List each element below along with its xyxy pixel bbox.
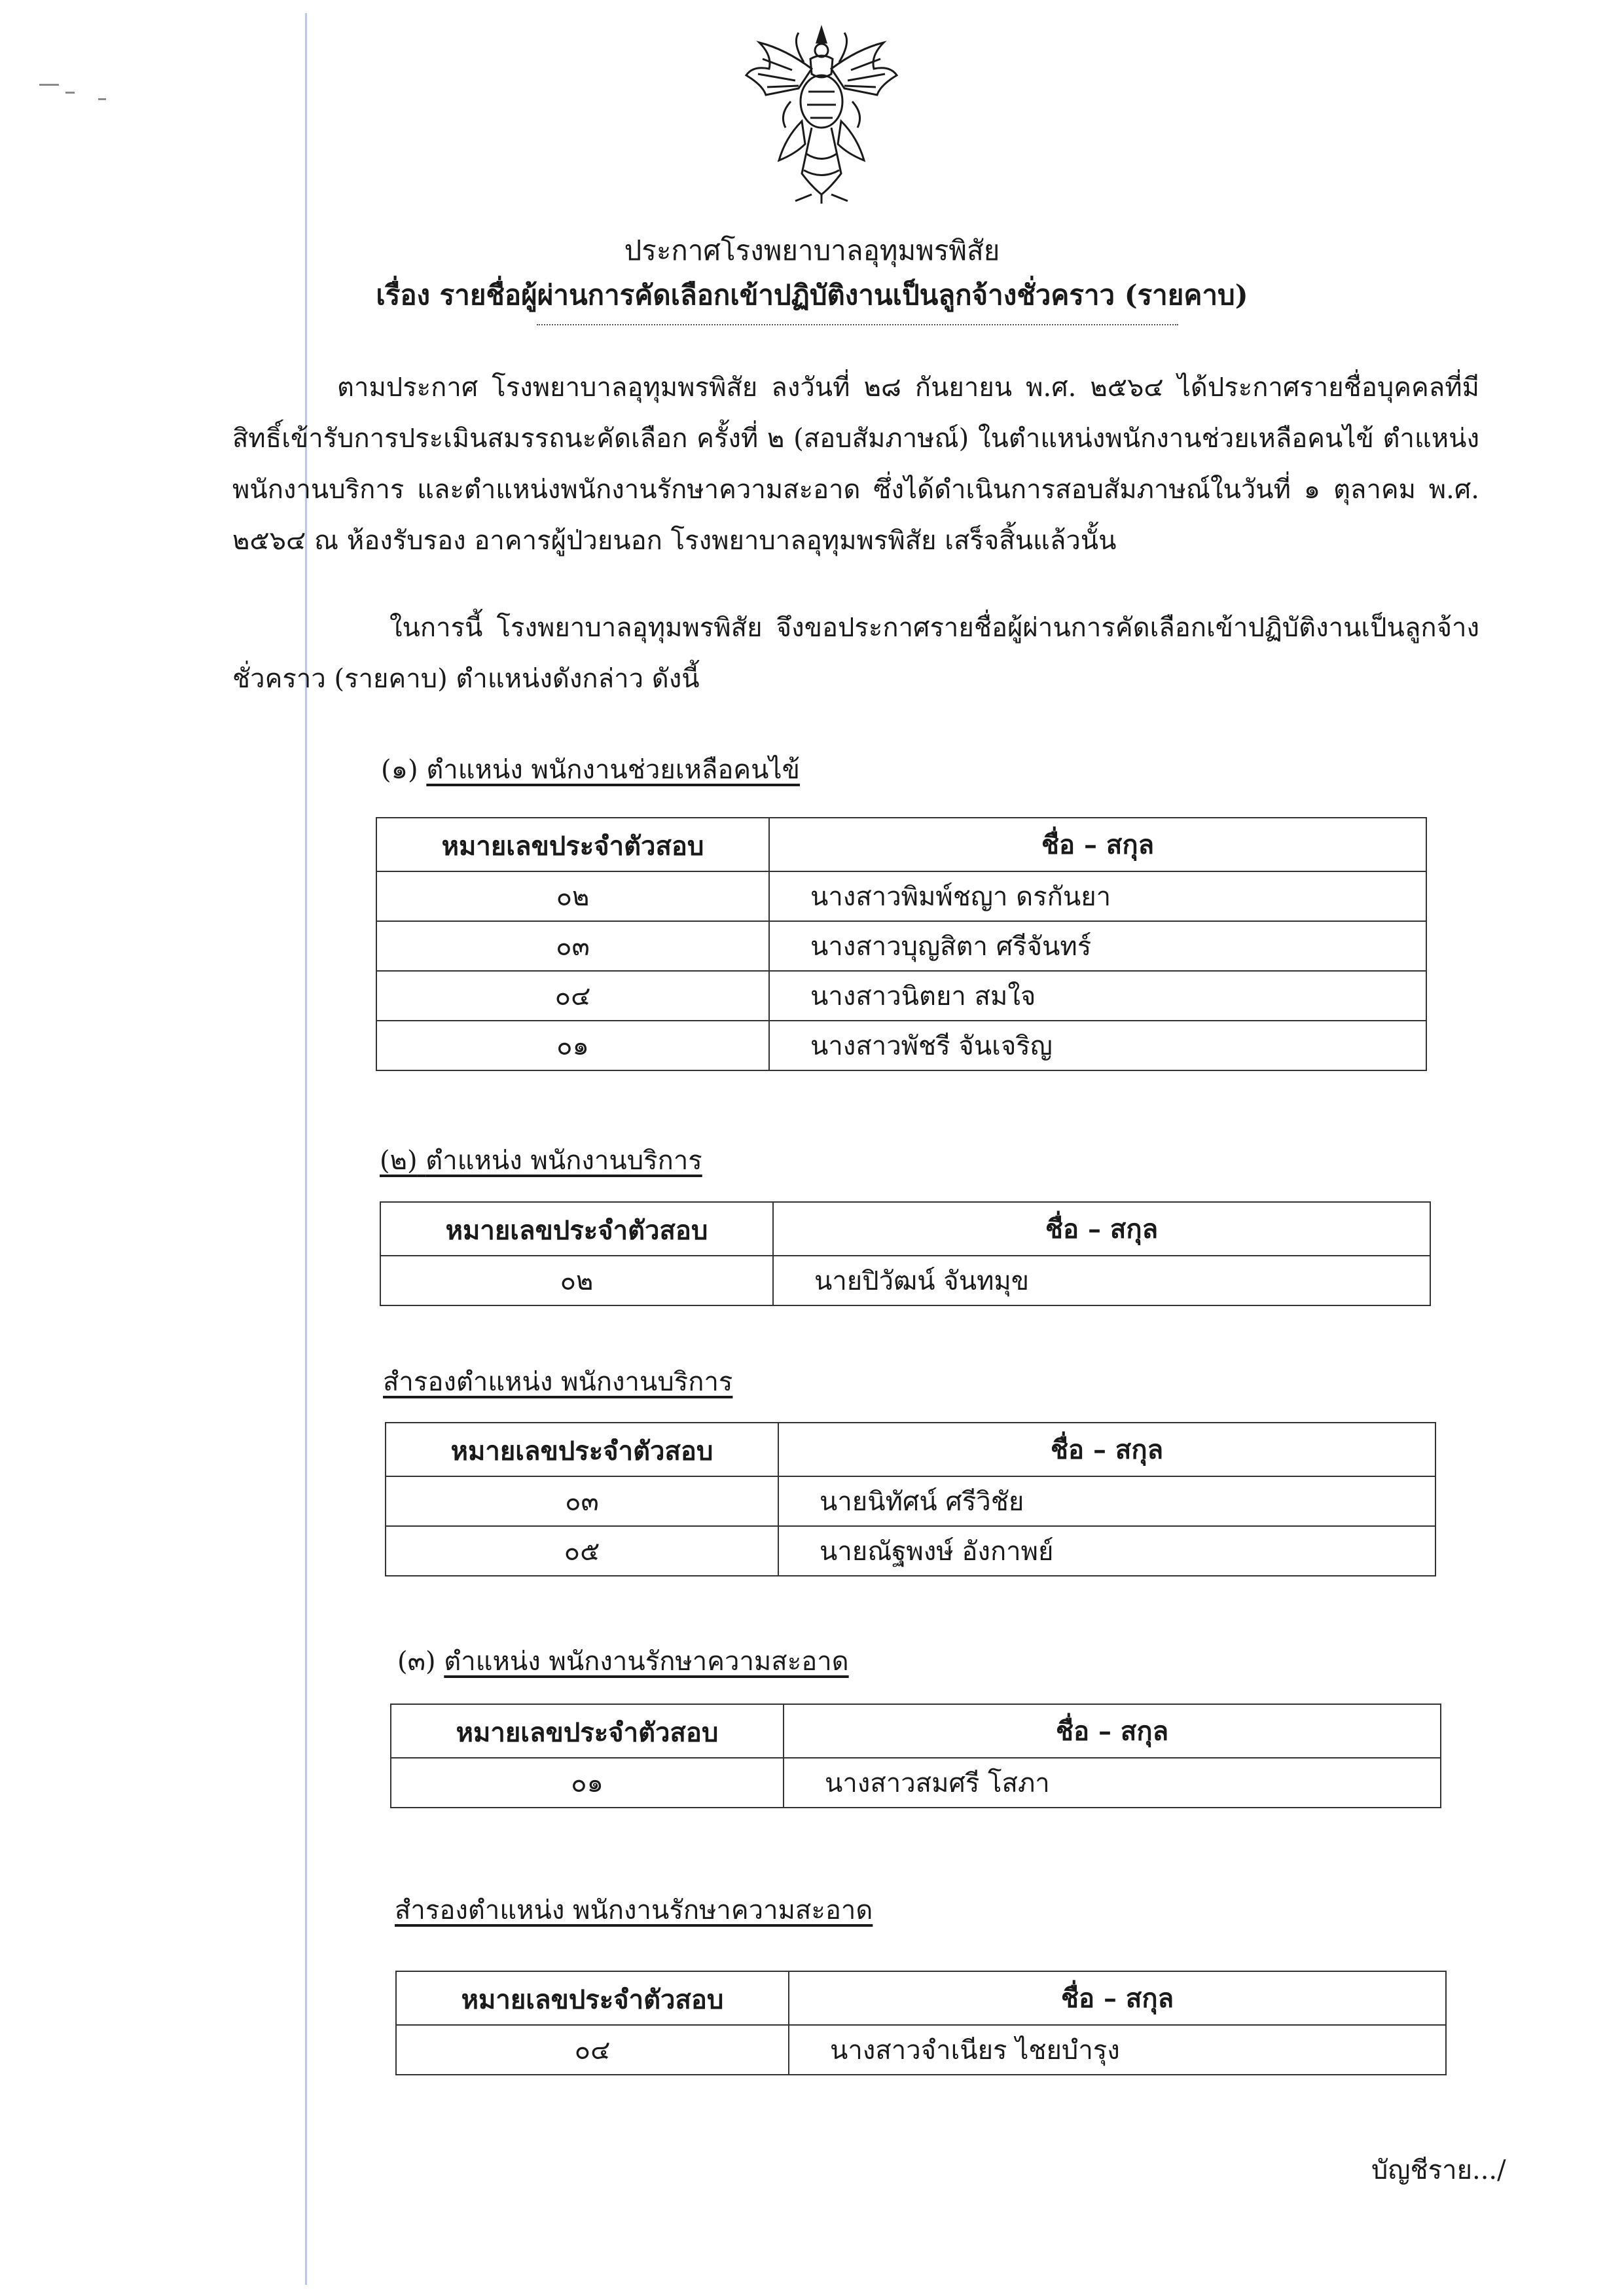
title-divider xyxy=(537,324,1178,325)
exam-id-cell: ๐๔ xyxy=(396,2025,789,2075)
candidate-table xyxy=(385,1422,1436,1576)
name-header: ชื่อ – สกุล xyxy=(784,1704,1441,1758)
table-row xyxy=(386,1526,1435,1576)
exam-id-header: หมายเลขประจำตัวสอบ xyxy=(391,1704,784,1758)
continuation-note: บัญชีราย.../ xyxy=(1371,2155,1506,2185)
section-title: ตำแหน่ง พนักงานช่วยเหลือคนไข้ xyxy=(426,755,800,785)
body-paragraph-1: ตามประกาศ โรงพยาบาลอุทุมพรพิสัย ลงวันที่ ๒๘ กันยายน พ.ศ. ๒๕๖๔ ได้ประกาศรายชื่อบุคคลที่มีสิทธิ์เข้ารับการประเมินสมรรถนะคัดเลือก ครั้งที่ ๒ (สอบสัมภาษณ์) ในตำแหน่งพนักงานช่วยเหลือคนไข้ ตำแหน่งพนักงานบริการ และตำแหน่งพนักงานรักษาความสะอาด ซึ่งได้ดำเนินการสอบสัมภาษณ์ในวันที่ ๑ ตุลาคม พ.ศ. ๒๕๖๔ ณ ห้องรับรอง อาคารผู้ป่วยนอก โรงพยาบาลอุทุมพรพิสัย เสร็จสิ้นแล้วนั้น xyxy=(232,373,1479,556)
announcement-title: ประกาศโรงพยาบาลอุทุมพรพิสัย xyxy=(624,234,1000,266)
candidate-table xyxy=(380,1201,1431,1306)
candidate-table xyxy=(376,817,1427,1071)
name-cell: นางสาวจำเนียร ไชยบำรุง xyxy=(789,2025,1446,2075)
name-header: ชื่อ – สกุล xyxy=(789,1971,1446,2025)
name-cell: นางสาวสมศรี โสภา xyxy=(784,1758,1441,1808)
exam-id-cell: ๐๑ xyxy=(376,1021,769,1070)
exam-id-cell: ๐๒ xyxy=(380,1256,773,1305)
section-title: สำรองตำแหน่ง พนักงานบริการ xyxy=(383,1367,733,1397)
table-row xyxy=(376,1021,1426,1070)
garuda-emblem xyxy=(733,23,910,206)
table-row xyxy=(396,2025,1446,2075)
name-header: ชื่อ – สกุล xyxy=(773,1202,1430,1256)
section-title: ตำแหน่ง พนักงานบริการ xyxy=(425,1146,702,1176)
candidate-table xyxy=(395,1971,1447,2075)
table-row xyxy=(376,921,1426,971)
candidate-table xyxy=(390,1704,1441,1808)
table-row xyxy=(391,1758,1441,1808)
table-row xyxy=(376,971,1426,1021)
name-cell: นางสาวนิตยา สมใจ xyxy=(769,971,1426,1021)
exam-id-header: หมายเลขประจำตัวสอบ xyxy=(376,818,769,871)
section-number: (๑) xyxy=(381,755,418,785)
exam-id-cell: ๐๑ xyxy=(391,1758,784,1808)
table-row xyxy=(386,1476,1435,1526)
exam-id-cell: ๐๔ xyxy=(376,971,769,1021)
section-number: (๓) xyxy=(397,1647,436,1677)
name-cell: นางสาวพิมพ์ชญา ดรกันยา xyxy=(769,871,1426,921)
exam-id-cell: ๐๒ xyxy=(376,871,769,921)
exam-id-cell: ๐๓ xyxy=(376,921,769,971)
section-heading xyxy=(395,1889,873,1931)
exam-id-cell: ๐๕ xyxy=(386,1526,778,1576)
section-title: ตำแหน่ง พนักงานรักษาความสะอาด xyxy=(444,1647,849,1677)
table-row xyxy=(380,1256,1430,1305)
section-heading xyxy=(397,1640,849,1682)
margin-line xyxy=(305,13,307,2285)
exam-id-header: หมายเลขประจำตัวสอบ xyxy=(396,1971,789,2025)
announcement-subject: เรื่อง รายชื่อผู้ผ่านการคัดเลือกเข้าปฏิบัติงานเป็นลูกจ้างชั่วคราว (รายคาบ) xyxy=(376,279,1248,311)
exam-id-header: หมายเลขประจำตัวสอบ xyxy=(380,1202,773,1256)
section-number: (๒) xyxy=(380,1146,418,1176)
name-header: ชื่อ – สกุล xyxy=(778,1423,1435,1476)
name-cell: นายณัฐพงษ์ อังกาพย์ xyxy=(778,1526,1435,1576)
scan-marks xyxy=(39,72,131,111)
name-cell: นายนิทัศน์ ศรีวิชัย xyxy=(778,1476,1435,1526)
name-cell: นางสาวพัชรี จันเจริญ xyxy=(769,1021,1426,1070)
name-header: ชื่อ – สกุล xyxy=(769,818,1426,871)
section-heading xyxy=(383,1360,732,1402)
exam-id-header: หมายเลขประจำตัวสอบ xyxy=(386,1423,778,1476)
exam-id-cell: ๐๓ xyxy=(386,1476,778,1526)
section-title: สำรองตำแหน่ง พนักงานรักษาความสะอาด xyxy=(395,1895,873,1925)
section-heading xyxy=(381,748,800,790)
body-paragraph-2: ในการนี้ โรงพยาบาลอุทุมพรพิสัย จึงขอประกาศรายชื่อผู้ผ่านการคัดเลือกเข้าปฏิบัติงานเป็นลูกจ้างชั่วคราว (รายคาบ) ตำแหน่งดังกล่าว ดังนี้ xyxy=(232,613,1479,694)
name-cell: นายปิวัฒน์ จันทมุข xyxy=(773,1256,1430,1305)
name-cell: นางสาวบุญสิตา ศรีจันทร์ xyxy=(769,921,1426,971)
table-row xyxy=(376,871,1426,921)
section-heading xyxy=(380,1139,702,1181)
